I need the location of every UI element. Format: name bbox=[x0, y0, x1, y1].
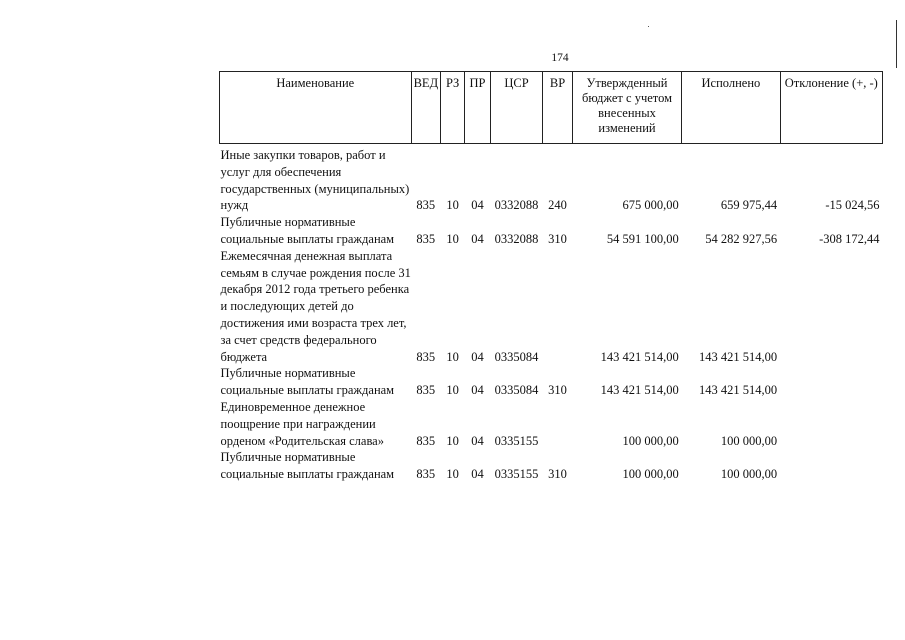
table-row bbox=[220, 144, 883, 215]
row-vr: 310 bbox=[548, 383, 567, 398]
row-ved: 835 bbox=[416, 467, 436, 482]
row-rz: 10 bbox=[446, 349, 459, 364]
header-rz: РЗ bbox=[440, 72, 464, 144]
row-pr: 04 bbox=[471, 349, 484, 364]
scan-edge-line bbox=[896, 20, 897, 68]
header-csr: ЦСР bbox=[490, 72, 543, 144]
row-name: Ежемесячная денежная выплата семьям в случае рождения после 31 декабря 2012 года третьего ребенка и последующих детей до достижения ими возраста трех лет, за счет средств федерального бюджета bbox=[220, 248, 411, 364]
row-ved: 835 bbox=[416, 433, 436, 448]
row-name: Единовременное денежное поощрение при награждении орденом «Родительская слава» bbox=[220, 399, 384, 448]
header-vr: ВР bbox=[543, 72, 572, 144]
row-rz: 10 bbox=[446, 383, 459, 398]
row-pr: 04 bbox=[471, 231, 484, 246]
row-csr: 0332088 bbox=[494, 231, 539, 246]
row-executed: 54 282 927,56 bbox=[705, 231, 778, 246]
row-name: Публичные нормативные социальные выплаты гражданам bbox=[220, 450, 395, 482]
table-row bbox=[220, 449, 883, 483]
row-vr: 240 bbox=[548, 198, 567, 213]
header-executed: Исполнено bbox=[682, 72, 780, 144]
row-pr: 04 bbox=[471, 383, 484, 398]
table-row bbox=[220, 214, 883, 248]
budget-table bbox=[219, 71, 883, 483]
row-rz: 10 bbox=[446, 198, 459, 213]
page-number: 174 bbox=[551, 52, 569, 64]
row-rz: 10 bbox=[446, 467, 459, 482]
row-vr: 310 bbox=[548, 231, 567, 246]
row-deviation: -308 172,44 bbox=[819, 231, 880, 246]
row-ved: 835 bbox=[416, 383, 436, 398]
row-csr: 0335084 bbox=[494, 349, 539, 364]
row-csr: 0335155 bbox=[494, 433, 539, 448]
row-ved: 835 bbox=[416, 349, 436, 364]
row-executed: 659 975,44 bbox=[720, 198, 778, 213]
row-deviation: -15 024,56 bbox=[825, 198, 880, 213]
row-executed: 100 000,00 bbox=[720, 433, 778, 448]
row-rz: 10 bbox=[446, 231, 459, 246]
row-approved: 675 000,00 bbox=[622, 198, 679, 213]
row-approved: 54 591 100,00 bbox=[606, 231, 679, 246]
row-approved: 143 421 514,00 bbox=[600, 349, 679, 364]
row-pr: 04 bbox=[471, 433, 484, 448]
row-executed: 100 000,00 bbox=[720, 467, 778, 482]
row-vr: 310 bbox=[548, 467, 567, 482]
row-csr: 0335155 bbox=[494, 467, 539, 482]
row-deviation bbox=[780, 449, 882, 483]
table-row bbox=[220, 399, 883, 449]
table-row bbox=[220, 365, 883, 399]
row-deviation bbox=[780, 248, 882, 366]
row-ved: 835 bbox=[416, 198, 436, 213]
row-approved: 100 000,00 bbox=[622, 467, 679, 482]
row-csr: 0335084 bbox=[494, 383, 539, 398]
header-approved: Утвержденный бюджет с учетом внесенных изменений bbox=[572, 72, 681, 144]
table-row bbox=[220, 248, 883, 366]
row-name: Публичные нормативные социальные выплаты гражданам bbox=[220, 215, 395, 246]
row-csr: 0332088 bbox=[494, 198, 539, 213]
row-rz: 10 bbox=[446, 433, 459, 448]
row-approved: 100 000,00 bbox=[622, 433, 679, 448]
header-deviation: Отклонение (+, -) bbox=[780, 72, 882, 144]
row-approved: 143 421 514,00 bbox=[600, 383, 679, 398]
row-vr bbox=[543, 399, 572, 449]
row-ved: 835 bbox=[416, 231, 436, 246]
row-executed: 143 421 514,00 bbox=[698, 349, 778, 364]
row-pr: 04 bbox=[471, 467, 484, 482]
row-name: Публичные нормативные социальные выплаты гражданам bbox=[220, 366, 395, 398]
row-vr bbox=[543, 248, 572, 366]
table-header-row bbox=[220, 72, 883, 144]
row-executed: 143 421 514,00 bbox=[698, 383, 778, 398]
header-name: Наименование bbox=[220, 72, 412, 144]
header-pr: ПР bbox=[465, 72, 490, 144]
row-pr: 04 bbox=[471, 198, 484, 213]
header-ved: ВЕД bbox=[411, 72, 440, 144]
row-deviation bbox=[780, 399, 882, 449]
row-deviation bbox=[780, 365, 882, 399]
scan-speck bbox=[648, 26, 649, 27]
row-name: Иные закупки товаров, работ и услуг для обеспечения государственных (муниципальных) нужд bbox=[220, 148, 410, 213]
